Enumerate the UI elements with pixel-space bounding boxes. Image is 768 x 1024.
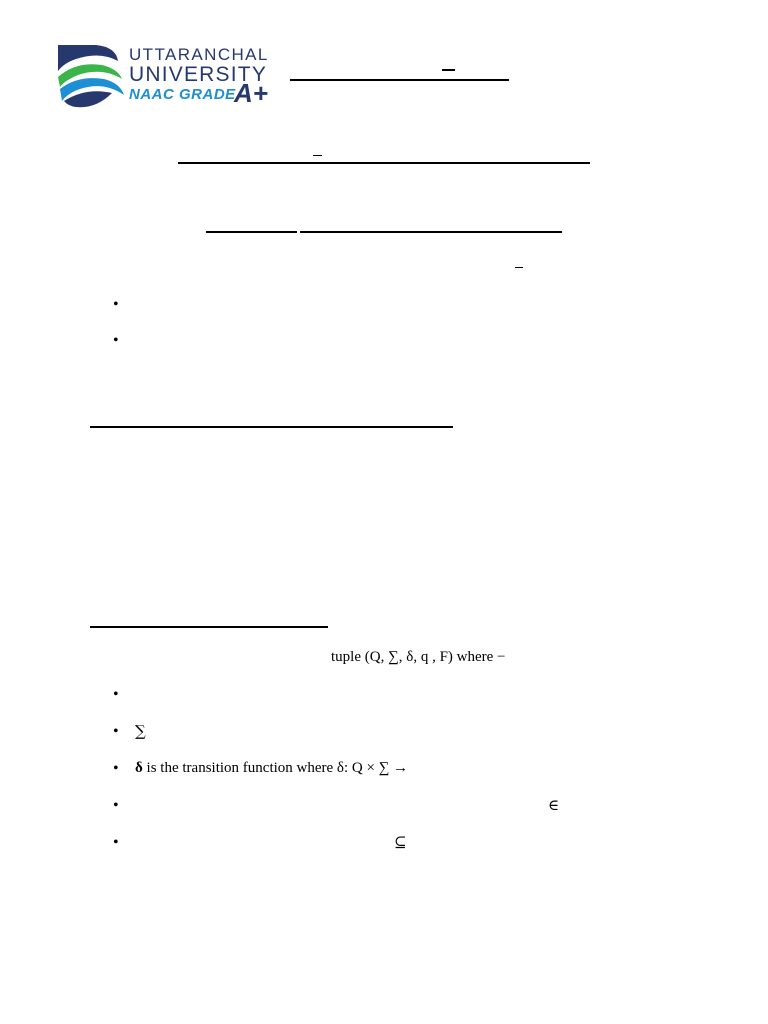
element-of-symbol: ∈	[548, 796, 560, 814]
bullet-marker: •	[113, 760, 119, 777]
bullet-marker: •	[113, 723, 119, 740]
bullet-marker: •	[113, 686, 119, 703]
title-underline	[290, 79, 509, 81]
subtitle-dash	[313, 155, 322, 156]
tuple-item-transition	[135, 759, 408, 777]
logo-naac-label: NAAC GRADE	[129, 86, 236, 103]
tuple-item-symbol: ∑	[135, 722, 146, 740]
title-dash	[442, 69, 455, 71]
tuple-item-symbol: δ	[135, 760, 143, 776]
definition-heading-underline	[90, 626, 328, 628]
bullet-marker: •	[113, 296, 119, 313]
bullet-marker: •	[113, 332, 119, 349]
university-logo	[56, 43, 268, 109]
paragraph-dash	[515, 267, 523, 268]
bullet-marker: •	[113, 797, 119, 814]
section-heading-underline	[90, 426, 453, 428]
subset-symbol: ⊆	[394, 833, 407, 851]
tuple-definition-text: tuple (Q, ∑, δ, q , F) where −	[331, 649, 506, 665]
heading-underline-left	[206, 231, 297, 233]
subtitle-underline	[178, 162, 590, 164]
logo-text-line2: UNIVERSITY	[129, 63, 268, 86]
heading-underline-right	[300, 231, 562, 233]
logo-text-line1: UTTARANCHAL	[129, 45, 269, 64]
tuple-item-text: is the transition function where δ: Q × ∑ →	[142, 760, 409, 776]
bullet-marker: •	[113, 834, 119, 851]
logo-swoosh-icon	[56, 43, 126, 109]
logo-grade-badge: A+	[234, 78, 268, 108]
